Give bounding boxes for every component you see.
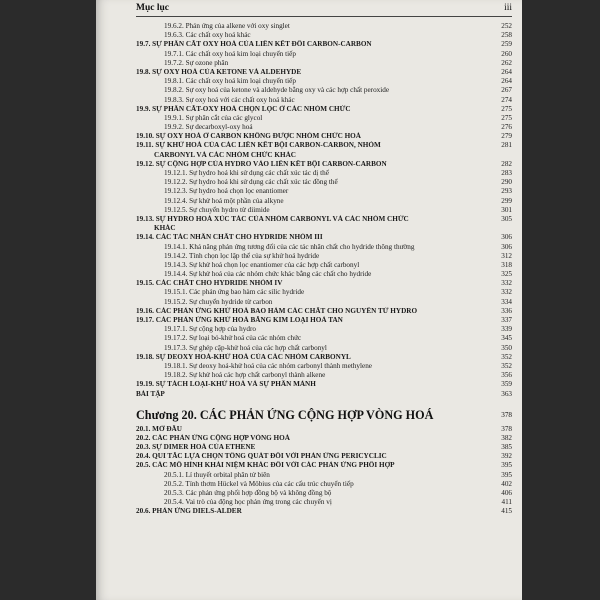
toc-entry: [136, 187, 512, 196]
toc-entry-page: 345: [501, 334, 512, 343]
toc-entry-page: 395: [501, 461, 512, 470]
toc-entry-page: 306: [501, 233, 512, 242]
toc-entry: [136, 461, 512, 470]
toc-entry: [136, 288, 512, 297]
toc-entry-title: 19.12. SỰ CỘNG HỢP CỦA HYDRO VÀO LIÊN KẾT BỘI CARBON-CARBON: [136, 159, 387, 168]
toc-entry-page: 352: [501, 361, 512, 370]
toc-entry: [136, 233, 512, 242]
toc-entry-title: 20.5. CÁC MÔ HÌNH KHÁI NIỆM KHÁC ĐỐI VỚI CÁC PHẢN ỨNG PHỐI HỢP: [136, 461, 395, 470]
toc-entry-page: 385: [501, 443, 512, 452]
toc-entry-page: 262: [501, 58, 512, 67]
toc-entry: [136, 22, 512, 31]
toc-entry-title: 19.12.4. Sự khử hoá một phần của alkyne: [164, 196, 284, 205]
toc-entry-page: 337: [501, 316, 512, 324]
toc-entry: [136, 334, 512, 343]
toc-entry: [136, 252, 512, 261]
toc-entry-title: 19.17. CÁC PHẢN ỨNG KHỬ HOÁ BẰNG KIM LOẠI HOÀ TAN: [136, 316, 343, 324]
chapter-heading: [136, 407, 512, 423]
toc-entry: [136, 96, 512, 105]
toc-entry: [136, 498, 512, 507]
toc-entry-title: 19.19. SỰ TÁCH LOẠI-KHỬ HOÁ VÀ SỰ PHÂN MẢNH: [136, 380, 316, 389]
toc-entry-title: 19.11. SỰ KHỬ HOÁ CỦA CÁC LIÊN KẾT BỘI CARBON-CARBON, NHÓM: [136, 141, 381, 150]
toc-entry: [136, 371, 512, 380]
toc-entry-page: 301: [501, 205, 512, 214]
toc-entry-title: 20.5.2. Tính thơm Hückel và Möbius của các cấu trúc chuyển tiếp: [164, 479, 354, 488]
toc-entry-page: 252: [501, 22, 512, 30]
toc-entry-title: 19.8. SỰ OXY HOÁ CỦA KETONE VÀ ALDEHYDE: [136, 67, 302, 76]
toc-entry-page: 336: [501, 306, 512, 315]
toc-entry-title: 19.9.1. Sự phân cắt của các glycol: [164, 113, 263, 122]
toc-entry-page: 402: [501, 479, 512, 488]
toc-entry-title: 20.3. SỰ DIMER HOÁ CỦA ETHENE: [136, 443, 256, 452]
toc-entry: [136, 169, 512, 178]
toc-entry-title: 19.14.4. Sự khử hoá của các nhóm chức khác bằng các chất cho hydride: [164, 270, 372, 279]
toc-entry: [136, 132, 512, 141]
toc-entry-page: 334: [501, 297, 512, 306]
toc-entry-title: 20.4. QUI TẮC LỰA CHỌN TỔNG QUÁT ĐỐI VỚI PHẢN ỨNG PERICYCLIC: [136, 452, 387, 461]
toc-entry-title: 19.12.2. Sự hydro hoá khi sử dụng các chất xúc tác đồng thể: [164, 178, 338, 187]
toc-entry-page: 282: [501, 159, 512, 168]
toc-entry-title: 19.17.1. Sự cộng hợp của hydro: [164, 325, 256, 334]
toc-entry-title: 19.18.2. Sự khử hoá các hợp chất carbonyl thành alkene: [164, 371, 326, 380]
toc-entry-title: 19.15. CÁC CHẤT CHO HYDRIDE NHÓM IV: [136, 279, 283, 288]
toc-entry: [136, 507, 512, 516]
toc-entry-title: 20.5.1. Lí thuyết orbital phân tử biên: [164, 470, 270, 479]
toc-entry-title: 19.6.3. Các chất oxy hoá khác: [164, 31, 251, 40]
toc-entry-title: 19.8.2. Sự oxy hoá của ketone và aldehyde bằng oxy và các hợp chất peroxide: [164, 86, 390, 95]
toc-entry-page: 378: [501, 424, 512, 433]
toc-entry-title: 19.8.1. Các chất oxy hoá kim loại chuyển tiếp: [164, 77, 296, 86]
toc-entry: [136, 50, 512, 59]
toc-entry-page: 392: [501, 452, 512, 461]
toc-entry-title: 19.14.3. Sự khử hoá chọn lọc enantiomer của các hợp chất carbonyl: [164, 260, 360, 269]
toc-entry-title: 19.9.2. Sự decarboxyl-oxy hoá: [164, 123, 253, 132]
toc-entry-title: 19.14.1. Khả năng phản ứng tương đối của các tác nhân chất cho hydride thông thường: [164, 242, 415, 251]
toc-entry-title: 19.8.3. Sự oxy hoá với các chất oxy hoá khác: [164, 95, 295, 104]
toc-entry-page: 359: [501, 380, 512, 389]
toc-entry-page: 406: [501, 489, 512, 497]
toc-entry: [136, 114, 512, 123]
toc-entry: [136, 224, 512, 233]
toc-entry: [136, 353, 512, 362]
toc-entry: [136, 261, 512, 270]
toc-entry-page: 352: [501, 352, 512, 361]
toc-entry: [136, 77, 512, 86]
toc-entry-title: 19.14.2. Tính chọn lọc lập thể của sự khử hoá hydride: [164, 251, 320, 260]
toc-entry-page: 259: [501, 40, 512, 49]
toc-entry-page: 264: [501, 77, 512, 86]
toc-entry-title: 19.12.1. Sự hydro hoá khi sử dụng các chất xúc tác dị thể: [164, 169, 329, 177]
toc-entry: [136, 390, 512, 399]
toc-entry: [136, 178, 512, 187]
toc-entry-title: 19.17.3. Sự ghép cặp-khử hoá của các hợp chất carbonyl: [164, 343, 327, 352]
toc-entry-page: 275: [501, 104, 512, 113]
toc-entry-title: 19.18.1. Sự deoxy hoá-khử hoá của các nhóm carbonyl thành methylene: [164, 361, 372, 370]
table-of-contents: [136, 22, 512, 517]
toc-entry: [136, 325, 512, 334]
toc-entry: [136, 344, 512, 353]
toc-entry-title: 20.5.4. Vai trò của động học phản ứng trong các chuyển vị: [164, 498, 332, 507]
toc-entry: [136, 443, 512, 452]
toc-entry-page: 258: [501, 31, 512, 40]
toc-entry: [136, 243, 512, 252]
toc-entry-title: 20.1. MỞ ĐẦU: [136, 424, 182, 433]
toc-entry: [136, 316, 512, 325]
toc-entry-page: 293: [501, 187, 512, 196]
toc-entry-page: 332: [501, 279, 512, 288]
toc-entry-title: 20.6. PHẢN ỨNG DIELS-ALDER: [136, 507, 242, 516]
toc-entry-page: 260: [501, 49, 512, 58]
toc-entry-page: 395: [501, 470, 512, 479]
toc-entry: [136, 141, 512, 150]
toc-entry-title: 20.5.3. Các phản ứng phối hợp đồng bộ và không đồng bộ: [164, 489, 332, 497]
toc-entry-title: CARBONYL VÀ CÁC NHÓM CHỨC KHÁC: [154, 150, 296, 159]
toc-entry-title: 19.7.2. Sự ozone phân: [164, 58, 229, 67]
toc-entry: [136, 151, 512, 160]
toc-entry-page: 305: [501, 214, 512, 223]
running-header: [136, 2, 512, 17]
toc-entry: [136, 425, 512, 434]
toc-entry-title: 19.6.2. Phản ứng của alkene với oxy singlet: [164, 22, 290, 30]
toc-entry-page: 279: [501, 132, 512, 141]
toc-entry: [136, 105, 512, 114]
toc-entry-title: 19.13. SỰ HYDRO HOÁ XÚC TÁC CỦA NHÓM CARBONYL VÀ CÁC NHÓM CHỨC: [136, 214, 409, 223]
toc-entry-page: 339: [501, 325, 512, 334]
toc-entry-title: 19.7. SỰ PHÂN CẮT OXY HOÁ CỦA LIÊN KẾT ĐÔI CARBON-CARBON: [136, 40, 372, 49]
chapter-title: Chương 20. CÁC PHẢN ỨNG CỘNG HỢP VÒNG HOÁ: [136, 407, 434, 422]
toc-entry-title: 19.17.2. Sự loại bỏ-khử hoá của các nhóm chức: [164, 334, 302, 343]
toc-entry: [136, 279, 512, 288]
toc-entry: [136, 31, 512, 40]
toc-entry-page: 274: [501, 95, 512, 104]
toc-entry-title: 19.15.2. Sự chuyển hydride từ carbon: [164, 297, 273, 306]
toc-entry-title: 20.2. CÁC PHẢN ỨNG CỘNG HỢP VÒNG HOÁ: [136, 433, 290, 442]
toc-entry-title: 19.12.3. Sự hydro hoá chọn lọc enantiomer: [164, 187, 289, 196]
toc-entry-page: 318: [501, 260, 512, 269]
toc-entry: [136, 123, 512, 132]
toc-entry-page: 382: [501, 433, 512, 442]
toc-entry-page: 299: [501, 196, 512, 205]
toc-entry-page: 325: [501, 270, 512, 279]
toc-entry-page: 267: [501, 86, 512, 95]
toc-entry-page: 411: [501, 498, 512, 507]
toc-entry: [136, 489, 512, 498]
toc-entry-page: 276: [501, 123, 512, 132]
toc-entry: [136, 270, 512, 279]
toc-entry: [136, 452, 512, 461]
toc-entry-page: 283: [501, 169, 512, 177]
toc-entry-page: 275: [501, 113, 512, 122]
toc-entry: [136, 86, 512, 95]
toc-entry-title: 19.14. CÁC TÁC NHÂN CHẤT CHO HYDRIDE NHÓM III: [136, 233, 323, 242]
toc-entry-page: 332: [501, 288, 512, 297]
toc-entry-title: 19.10. SỰ OXY HOÁ Ở CARBON KHÔNG ĐƯỢC NHÓM CHỨC HOÁ: [136, 132, 361, 141]
toc-entry: [136, 362, 512, 371]
toc-entry: [136, 68, 512, 77]
toc-entry-page: 415: [501, 507, 512, 516]
toc-entry-title: 19.12.5. Sự chuyển hydro từ diimide: [164, 205, 270, 214]
toc-entry-page: 290: [501, 178, 512, 187]
toc-entry-title: KHÁC: [154, 224, 176, 233]
toc-entry: [136, 59, 512, 68]
toc-entry-page: 281: [501, 141, 512, 150]
toc-entry: [136, 215, 512, 224]
toc-entry-page: 356: [501, 371, 512, 380]
toc-entry: [136, 480, 512, 489]
toc-entry: [136, 298, 512, 307]
toc-entry-page: 264: [501, 67, 512, 76]
toc-entry: [136, 307, 512, 316]
toc-entry: [136, 471, 512, 480]
toc-entry-page: 312: [501, 251, 512, 260]
book-page: [96, 0, 522, 600]
toc-entry-title: 19.16. CÁC PHẢN ỨNG KHỬ HOÁ BAO HÀM CÁC CHẤT CHO NGUYÊN TỬ HYDRO: [136, 306, 418, 315]
toc-entry-page: 363: [501, 389, 512, 398]
toc-entry-title: 19.18. SỰ DEOXY HOÁ-KHỬ HOÁ CỦA CÁC NHÓM CARBONYL: [136, 352, 351, 361]
toc-entry-title: 19.9. SỰ PHÂN CẮT-OXY HOÁ CHỌN LỌC Ở CÁC NHÓM CHỨC: [136, 104, 351, 113]
toc-entry: [136, 40, 512, 49]
toc-entry-page: 306: [501, 242, 512, 251]
toc-entry: [136, 434, 512, 443]
header-title: Mục lục: [136, 3, 169, 13]
chapter-page: 378: [501, 410, 512, 419]
toc-entry: [136, 160, 512, 169]
toc-entry: [136, 380, 512, 389]
toc-entry-title: 19.15.1. Các phản ứng bao hàm các silic hydride: [164, 288, 305, 297]
toc-entry-title: BÀI TẬP: [136, 389, 165, 398]
toc-entry: [136, 206, 512, 215]
header-page-number: iii: [504, 3, 512, 13]
toc-entry-title: 19.7.1. Các chất oxy hoá kim loại chuyển tiếp: [164, 49, 296, 58]
toc-entry: [136, 197, 512, 206]
toc-entry-page: 350: [501, 343, 512, 352]
